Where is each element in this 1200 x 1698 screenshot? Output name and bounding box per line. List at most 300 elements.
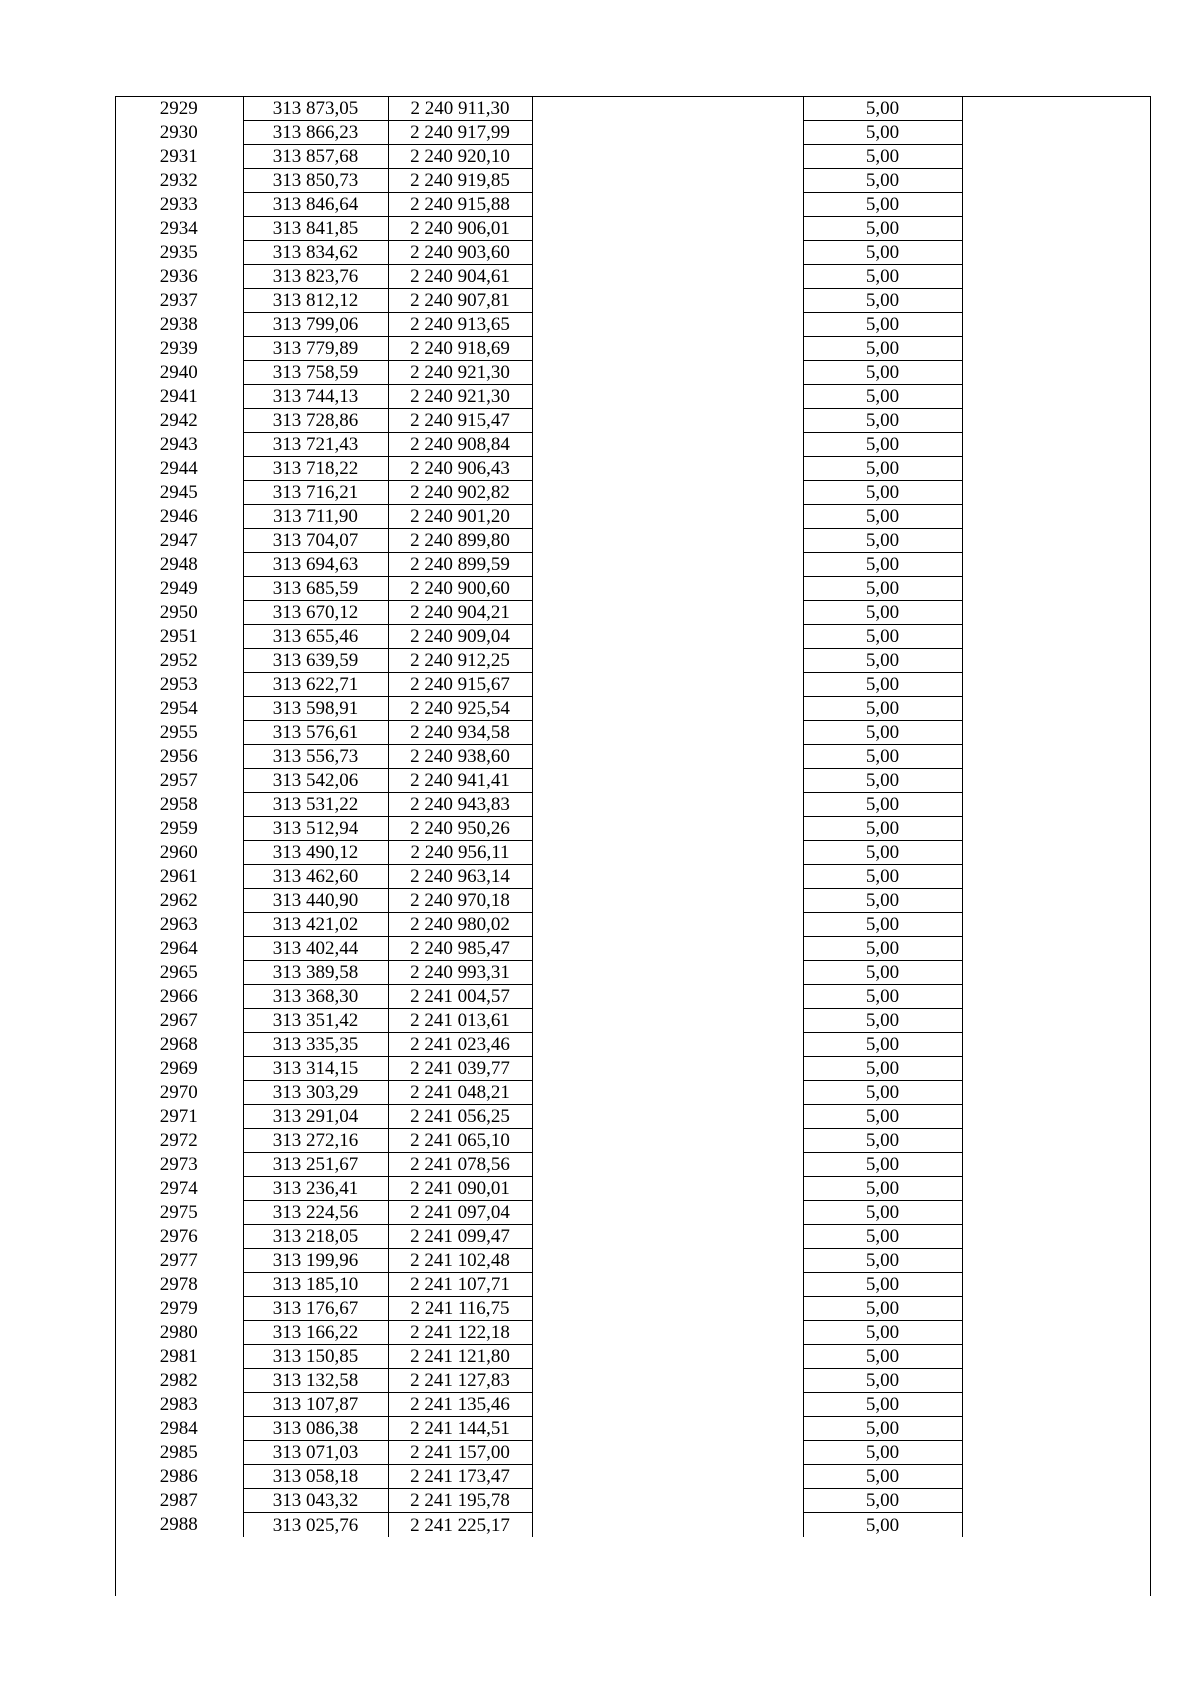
empty-cell (962, 241, 1148, 265)
point-number-cell: 2939 (159, 338, 198, 360)
empty-cell (962, 721, 1148, 745)
point-number-cell: 2973 (159, 1154, 198, 1176)
empty-cell (532, 457, 803, 481)
empty-cell (532, 889, 803, 913)
accuracy-cell: 5,00 (803, 1249, 962, 1273)
empty-cell (532, 961, 803, 985)
empty-cell (962, 1441, 1148, 1465)
empty-cell (532, 337, 803, 361)
point-number-cell: 2959 (159, 818, 198, 840)
accuracy-cell: 5,00 (803, 1153, 962, 1177)
empty-cell (532, 721, 803, 745)
point-number-cell: 2935 (159, 242, 198, 264)
empty-cell (532, 913, 803, 937)
y-coordinate-cell: 2 241 097,04 (388, 1201, 532, 1225)
empty-cell (962, 1177, 1148, 1201)
x-coordinate-cell: 313 758,59 (243, 361, 388, 385)
point-number-cell: 2979 (159, 1298, 198, 1320)
x-coordinate-cell: 313 823,76 (243, 265, 388, 289)
table-row (115, 817, 1148, 841)
accuracy-cell: 5,00 (803, 745, 962, 769)
empty-cell (962, 769, 1148, 793)
y-coordinate-cell: 2 241 122,18 (388, 1321, 532, 1345)
y-coordinate-cell: 2 240 918,69 (388, 337, 532, 361)
x-coordinate-cell: 313 086,38 (243, 1417, 388, 1441)
empty-cell (532, 145, 803, 169)
accuracy-cell: 5,00 (803, 649, 962, 673)
point-number-cell: 2942 (159, 410, 198, 432)
accuracy-cell: 5,00 (803, 361, 962, 385)
table-row (115, 1249, 1148, 1273)
x-coordinate-cell: 313 685,59 (243, 577, 388, 601)
x-coordinate-cell: 313 218,05 (243, 1225, 388, 1249)
empty-cell (532, 265, 803, 289)
empty-cell (962, 385, 1148, 409)
y-coordinate-cell: 2 240 920,10 (388, 145, 532, 169)
empty-cell (962, 625, 1148, 649)
empty-cell (532, 1321, 803, 1345)
x-coordinate-cell: 313 176,67 (243, 1297, 388, 1321)
empty-cell (962, 841, 1148, 865)
point-number-cell: 2982 (159, 1370, 198, 1392)
x-coordinate-cell: 313 834,62 (243, 241, 388, 265)
point-number-cell: 2981 (159, 1346, 198, 1368)
accuracy-cell: 5,00 (803, 337, 962, 361)
empty-cell (962, 169, 1148, 193)
x-coordinate-cell: 313 351,42 (243, 1009, 388, 1033)
point-number-cell: 2985 (159, 1442, 198, 1464)
point-number-cell: 2936 (159, 266, 198, 288)
y-coordinate-cell: 2 240 921,30 (388, 361, 532, 385)
empty-cell (532, 1393, 803, 1417)
empty-cell (532, 769, 803, 793)
x-coordinate-cell: 313 314,15 (243, 1057, 388, 1081)
y-coordinate-cell: 2 240 956,11 (388, 841, 532, 865)
table-row (115, 625, 1148, 649)
point-number-cell: 2957 (159, 770, 198, 792)
y-coordinate-cell: 2 240 980,02 (388, 913, 532, 937)
table-row (115, 889, 1148, 913)
point-number-cell: 2972 (159, 1130, 198, 1152)
empty-cell (532, 1273, 803, 1297)
empty-cell (962, 1105, 1148, 1129)
table-row (115, 1345, 1148, 1369)
empty-cell (962, 265, 1148, 289)
y-coordinate-cell: 2 240 901,20 (388, 505, 532, 529)
empty-cell (962, 697, 1148, 721)
empty-cell (532, 97, 803, 121)
empty-cell (532, 193, 803, 217)
empty-cell (962, 289, 1148, 313)
empty-cell (532, 625, 803, 649)
x-coordinate-cell: 313 251,67 (243, 1153, 388, 1177)
point-number-cell: 2948 (159, 554, 198, 576)
accuracy-cell: 5,00 (803, 673, 962, 697)
x-coordinate-cell: 313 711,90 (243, 505, 388, 529)
y-coordinate-cell: 2 241 107,71 (388, 1273, 532, 1297)
x-coordinate-cell: 313 812,12 (243, 289, 388, 313)
table-row (115, 217, 1148, 241)
empty-cell (962, 1081, 1148, 1105)
y-coordinate-cell: 2 240 938,60 (388, 745, 532, 769)
empty-cell (962, 1225, 1148, 1249)
table-row (115, 1393, 1148, 1417)
y-coordinate-cell: 2 240 950,26 (388, 817, 532, 841)
point-number-cell: 2987 (159, 1490, 198, 1512)
accuracy-cell: 5,00 (803, 601, 962, 625)
table-row (115, 865, 1148, 889)
empty-cell (532, 1057, 803, 1081)
accuracy-cell: 5,00 (803, 985, 962, 1009)
y-coordinate-cell: 2 241 013,61 (388, 1009, 532, 1033)
empty-cell (962, 961, 1148, 985)
accuracy-cell: 5,00 (803, 1393, 962, 1417)
empty-cell (962, 505, 1148, 529)
accuracy-cell: 5,00 (803, 1465, 962, 1489)
accuracy-cell: 5,00 (803, 457, 962, 481)
table-row (115, 937, 1148, 961)
empty-cell (532, 169, 803, 193)
accuracy-cell: 5,00 (803, 529, 962, 553)
x-coordinate-cell: 313 490,12 (243, 841, 388, 865)
y-coordinate-cell: 2 241 004,57 (388, 985, 532, 1009)
empty-cell (962, 1249, 1148, 1273)
y-coordinate-cell: 2 240 912,25 (388, 649, 532, 673)
accuracy-cell: 5,00 (803, 625, 962, 649)
empty-cell (532, 385, 803, 409)
accuracy-cell: 5,00 (803, 1273, 962, 1297)
empty-cell (532, 217, 803, 241)
x-coordinate-cell: 313 185,10 (243, 1273, 388, 1297)
x-coordinate-cell: 313 303,29 (243, 1081, 388, 1105)
accuracy-cell: 5,00 (803, 1513, 962, 1537)
x-coordinate-cell: 313 857,68 (243, 145, 388, 169)
accuracy-cell: 5,00 (803, 433, 962, 457)
empty-cell (962, 481, 1148, 505)
accuracy-cell: 5,00 (803, 1033, 962, 1057)
y-coordinate-cell: 2 240 993,31 (388, 961, 532, 985)
table-row (115, 361, 1148, 385)
x-coordinate-cell: 313 132,58 (243, 1369, 388, 1393)
point-number-cell: 2977 (159, 1250, 198, 1272)
empty-cell (532, 817, 803, 841)
point-number-cell: 2933 (159, 194, 198, 216)
x-coordinate-cell: 313 728,86 (243, 409, 388, 433)
table-row (115, 529, 1148, 553)
table-row (115, 1129, 1148, 1153)
point-number-cell: 2955 (159, 722, 198, 744)
point-number-cell: 2934 (159, 218, 198, 240)
accuracy-cell: 5,00 (803, 1057, 962, 1081)
y-coordinate-cell: 2 241 078,56 (388, 1153, 532, 1177)
table-row (115, 1057, 1148, 1081)
empty-cell (532, 481, 803, 505)
x-coordinate-cell: 313 850,73 (243, 169, 388, 193)
point-number-cell: 2961 (159, 866, 198, 888)
point-number-cell: 2969 (159, 1058, 198, 1080)
table-row (115, 505, 1148, 529)
y-coordinate-cell: 2 240 911,30 (388, 97, 532, 121)
accuracy-cell: 5,00 (803, 169, 962, 193)
table-row (115, 1033, 1148, 1057)
x-coordinate-cell: 313 071,03 (243, 1441, 388, 1465)
point-number-cell: 2980 (159, 1322, 198, 1344)
accuracy-cell: 5,00 (803, 553, 962, 577)
empty-cell (532, 1297, 803, 1321)
point-number-cell: 2929 (159, 98, 198, 120)
table-row (115, 1465, 1148, 1489)
accuracy-cell: 5,00 (803, 889, 962, 913)
empty-cell (962, 1393, 1148, 1417)
x-coordinate-cell: 313 291,04 (243, 1105, 388, 1129)
empty-cell (532, 601, 803, 625)
x-coordinate-cell: 313 846,64 (243, 193, 388, 217)
point-number-cell: 2931 (159, 146, 198, 168)
table-row (115, 145, 1148, 169)
table-row (115, 1441, 1148, 1465)
empty-cell (962, 817, 1148, 841)
empty-cell (962, 745, 1148, 769)
accuracy-cell: 5,00 (803, 1297, 962, 1321)
y-coordinate-cell: 2 240 915,88 (388, 193, 532, 217)
empty-cell (962, 217, 1148, 241)
point-number-cell: 2974 (159, 1178, 198, 1200)
y-coordinate-cell: 2 240 902,82 (388, 481, 532, 505)
empty-cell (532, 1441, 803, 1465)
y-coordinate-cell: 2 241 144,51 (388, 1417, 532, 1441)
x-coordinate-cell: 313 704,07 (243, 529, 388, 553)
table-row (115, 1009, 1148, 1033)
point-number-cell: 2949 (159, 578, 198, 600)
x-coordinate-cell: 313 694,63 (243, 553, 388, 577)
empty-cell (532, 673, 803, 697)
accuracy-cell: 5,00 (803, 385, 962, 409)
table-row (115, 1081, 1148, 1105)
x-coordinate-cell: 313 043,32 (243, 1489, 388, 1513)
y-coordinate-cell: 2 241 065,10 (388, 1129, 532, 1153)
accuracy-cell: 5,00 (803, 1177, 962, 1201)
accuracy-cell: 5,00 (803, 769, 962, 793)
empty-cell (532, 1129, 803, 1153)
y-coordinate-cell: 2 240 917,99 (388, 121, 532, 145)
empty-cell (532, 1009, 803, 1033)
table-row (115, 289, 1148, 313)
table-row (115, 337, 1148, 361)
empty-cell (962, 1345, 1148, 1369)
empty-cell (532, 1249, 803, 1273)
empty-cell (962, 1129, 1148, 1153)
table-row (115, 1153, 1148, 1177)
empty-cell (962, 1201, 1148, 1225)
accuracy-cell: 5,00 (803, 265, 962, 289)
point-number-cell: 2944 (159, 458, 198, 480)
empty-cell (962, 1369, 1148, 1393)
table-row (115, 577, 1148, 601)
table-row (115, 673, 1148, 697)
table-row (115, 601, 1148, 625)
accuracy-cell: 5,00 (803, 1105, 962, 1129)
empty-cell (962, 673, 1148, 697)
empty-cell (962, 1297, 1148, 1321)
coordinates-table (115, 97, 1148, 1537)
table-row (115, 313, 1148, 337)
empty-cell (532, 745, 803, 769)
table-row (115, 169, 1148, 193)
y-coordinate-cell: 2 240 904,61 (388, 265, 532, 289)
x-coordinate-cell: 313 402,44 (243, 937, 388, 961)
table-row (115, 481, 1148, 505)
empty-cell (532, 1489, 803, 1513)
empty-cell (532, 649, 803, 673)
point-number-cell: 2932 (159, 170, 198, 192)
point-number-cell: 2965 (159, 962, 198, 984)
y-coordinate-cell: 2 241 225,17 (388, 1513, 532, 1537)
point-number-cell: 2983 (159, 1394, 198, 1416)
y-coordinate-cell: 2 241 048,21 (388, 1081, 532, 1105)
empty-cell (962, 121, 1148, 145)
accuracy-cell: 5,00 (803, 937, 962, 961)
x-coordinate-cell: 313 440,90 (243, 889, 388, 913)
empty-cell (962, 1417, 1148, 1441)
point-number-cell: 2951 (159, 626, 198, 648)
x-coordinate-cell: 313 462,60 (243, 865, 388, 889)
point-number-cell: 2950 (159, 602, 198, 624)
point-number-cell: 2984 (159, 1418, 198, 1440)
point-number-cell: 2945 (159, 482, 198, 504)
table-row (115, 553, 1148, 577)
empty-cell (532, 1465, 803, 1489)
accuracy-cell: 5,00 (803, 145, 962, 169)
accuracy-cell: 5,00 (803, 697, 962, 721)
table-row (115, 265, 1148, 289)
point-number-cell: 2943 (159, 434, 198, 456)
empty-cell (962, 865, 1148, 889)
point-number-cell: 2963 (159, 914, 198, 936)
empty-cell (962, 1489, 1148, 1513)
table-row (115, 97, 1148, 121)
x-coordinate-cell: 313 873,05 (243, 97, 388, 121)
empty-cell (962, 1513, 1148, 1537)
y-coordinate-cell: 2 241 121,80 (388, 1345, 532, 1369)
x-coordinate-cell: 313 058,18 (243, 1465, 388, 1489)
empty-cell (532, 577, 803, 601)
accuracy-cell: 5,00 (803, 1369, 962, 1393)
y-coordinate-cell: 2 241 157,00 (388, 1441, 532, 1465)
x-coordinate-cell: 313 716,21 (243, 481, 388, 505)
point-number-cell: 2976 (159, 1226, 198, 1248)
table-row (115, 961, 1148, 985)
empty-cell (962, 1153, 1148, 1177)
empty-cell (962, 601, 1148, 625)
point-number-cell: 2941 (159, 386, 198, 408)
empty-cell (532, 937, 803, 961)
table-row (115, 121, 1148, 145)
y-coordinate-cell: 2 241 195,78 (388, 1489, 532, 1513)
empty-cell (532, 841, 803, 865)
table-row (115, 697, 1148, 721)
accuracy-cell: 5,00 (803, 817, 962, 841)
accuracy-cell: 5,00 (803, 121, 962, 145)
x-coordinate-cell: 313 655,46 (243, 625, 388, 649)
point-number-cell: 2970 (159, 1082, 198, 1104)
x-coordinate-cell: 313 272,16 (243, 1129, 388, 1153)
x-coordinate-cell: 313 107,87 (243, 1393, 388, 1417)
accuracy-cell: 5,00 (803, 721, 962, 745)
accuracy-cell: 5,00 (803, 793, 962, 817)
point-number-cell: 2953 (159, 674, 198, 696)
empty-cell (532, 1081, 803, 1105)
table-row (115, 1105, 1148, 1129)
empty-cell (962, 529, 1148, 553)
empty-cell (532, 1513, 803, 1537)
accuracy-cell: 5,00 (803, 1345, 962, 1369)
table-row (115, 721, 1148, 745)
table-row (115, 193, 1148, 217)
empty-cell (532, 1225, 803, 1249)
empty-cell (532, 1033, 803, 1057)
y-coordinate-cell: 2 240 904,21 (388, 601, 532, 625)
x-coordinate-cell: 313 199,96 (243, 1249, 388, 1273)
accuracy-cell: 5,00 (803, 1009, 962, 1033)
y-coordinate-cell: 2 241 039,77 (388, 1057, 532, 1081)
empty-cell (532, 1345, 803, 1369)
table-row (115, 769, 1148, 793)
table-row (115, 1321, 1148, 1345)
point-number-cell: 2988 (159, 1514, 198, 1536)
accuracy-cell: 5,00 (803, 1441, 962, 1465)
table-row (115, 457, 1148, 481)
y-coordinate-cell: 2 241 127,83 (388, 1369, 532, 1393)
accuracy-cell: 5,00 (803, 193, 962, 217)
table-row (115, 1273, 1148, 1297)
y-coordinate-cell: 2 240 906,43 (388, 457, 532, 481)
x-coordinate-cell: 313 150,85 (243, 1345, 388, 1369)
y-coordinate-cell: 2 241 102,48 (388, 1249, 532, 1273)
y-coordinate-cell: 2 240 907,81 (388, 289, 532, 313)
y-coordinate-cell: 2 240 899,80 (388, 529, 532, 553)
empty-cell (962, 889, 1148, 913)
x-coordinate-cell: 313 556,73 (243, 745, 388, 769)
accuracy-cell: 5,00 (803, 961, 962, 985)
x-coordinate-cell: 313 639,59 (243, 649, 388, 673)
point-number-cell: 2946 (159, 506, 198, 528)
x-coordinate-cell: 313 841,85 (243, 217, 388, 241)
point-number-cell: 2978 (159, 1274, 198, 1296)
empty-cell (962, 409, 1148, 433)
point-number-cell: 2971 (159, 1106, 198, 1128)
empty-cell (532, 1153, 803, 1177)
point-number-cell: 2940 (159, 362, 198, 384)
coordinates-table-body (115, 97, 1148, 1537)
y-coordinate-cell: 2 240 921,30 (388, 385, 532, 409)
table-row (115, 1177, 1148, 1201)
table-row (115, 1369, 1148, 1393)
table-row (115, 241, 1148, 265)
x-coordinate-cell: 313 368,30 (243, 985, 388, 1009)
empty-cell (532, 505, 803, 529)
table-row (115, 841, 1148, 865)
table-row (115, 1513, 1148, 1537)
y-coordinate-cell: 2 240 899,59 (388, 553, 532, 577)
accuracy-cell: 5,00 (803, 1489, 962, 1513)
point-number-cell: 2975 (159, 1202, 198, 1224)
empty-cell (532, 865, 803, 889)
accuracy-cell: 5,00 (803, 505, 962, 529)
empty-cell (962, 1033, 1148, 1057)
y-coordinate-cell: 2 240 985,47 (388, 937, 532, 961)
empty-cell (962, 553, 1148, 577)
empty-cell (962, 1057, 1148, 1081)
